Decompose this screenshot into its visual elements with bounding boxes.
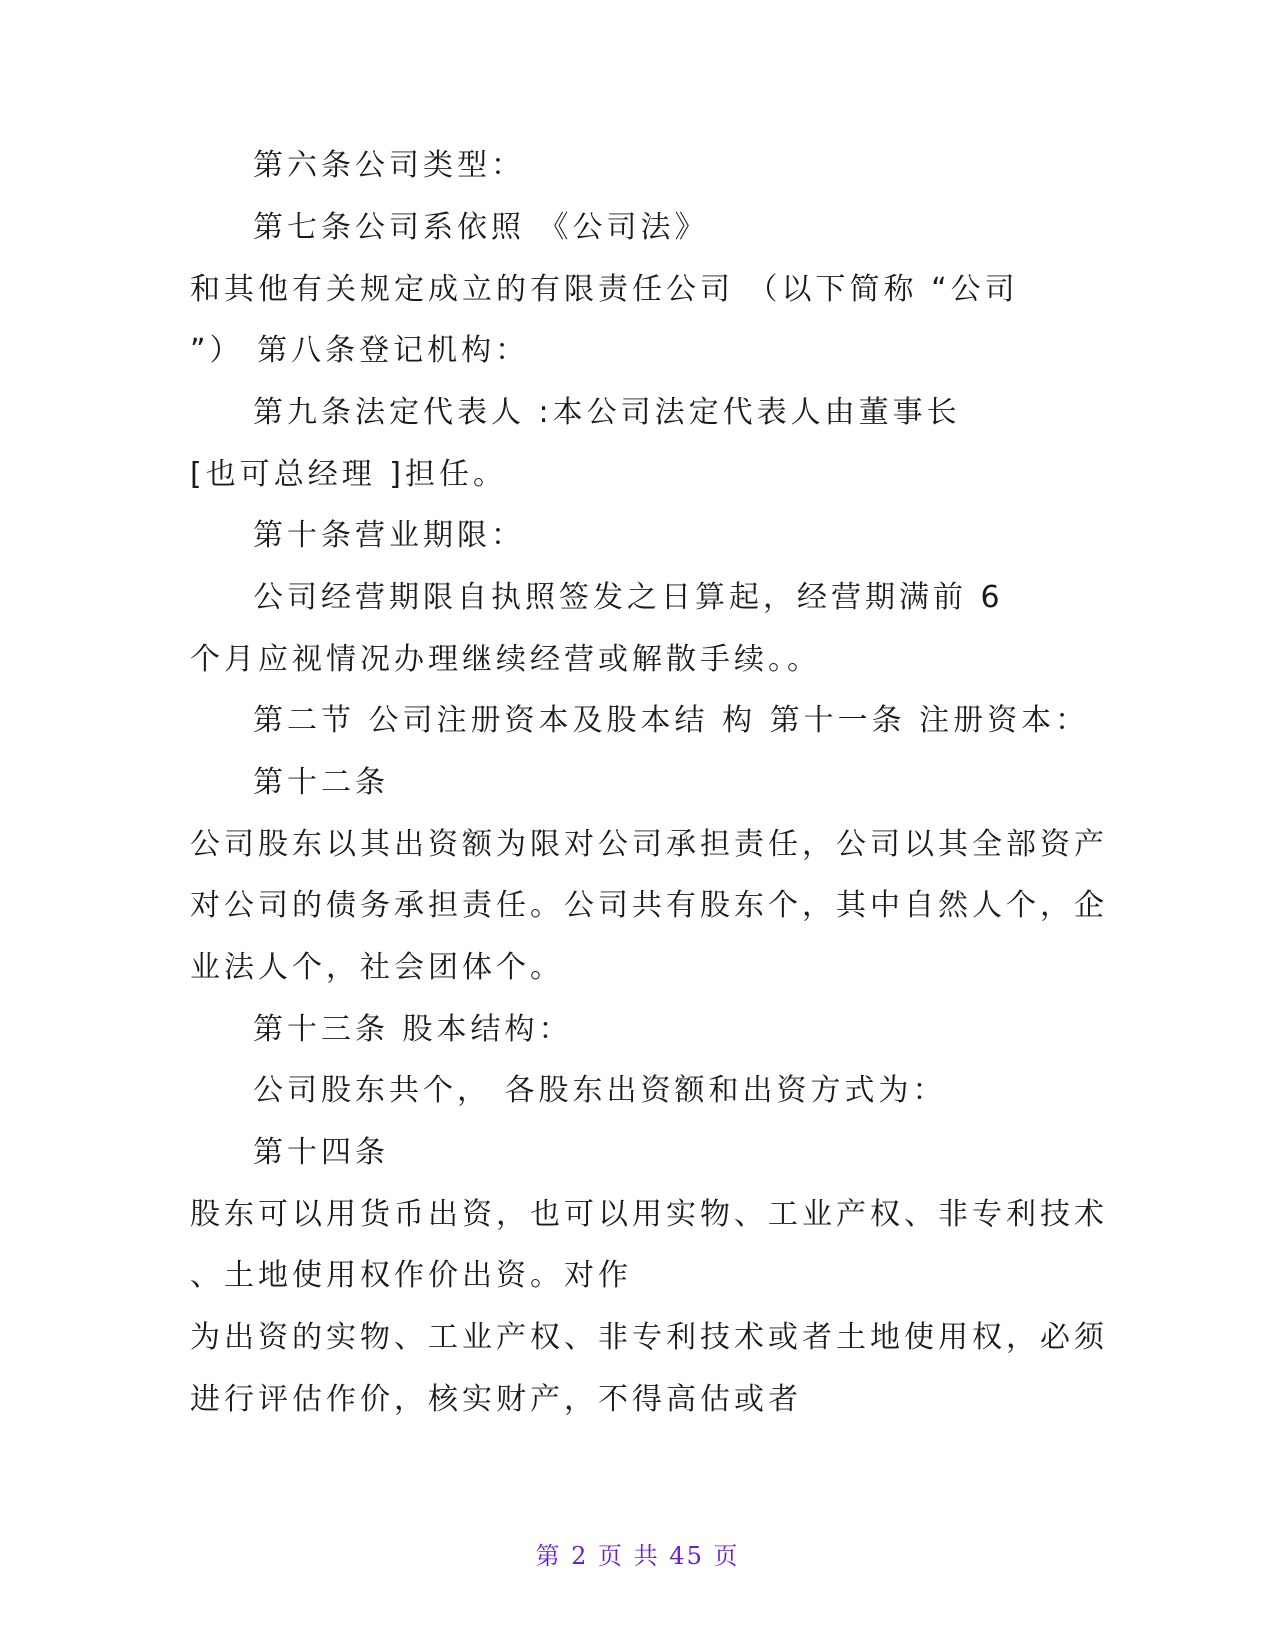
text-line-article-14: 第十四条 bbox=[253, 1135, 389, 1170]
text-line-article-12-end: 业法人个，社会团体个。 bbox=[190, 950, 564, 985]
text-line-article-14-cont2: 为出资的实物、工业产权、非专利技术或者土地使用权，必须 bbox=[190, 1320, 1108, 1355]
text-line-article-10-body: 公司经营期限自执照签发之日算起，经营期满前 6 bbox=[253, 580, 1004, 615]
text-line-article-14-end: 进行评估作价，核实财产，不得高估或者 bbox=[190, 1382, 802, 1417]
text-line-article-6: 第六条公司类型： bbox=[253, 148, 525, 183]
text-line-article-7: 第七条公司系依照 《公司法》 bbox=[253, 210, 709, 245]
text-line-section-2: 第二节 公司注册资本及股本结 构 第十一条 注册资本： bbox=[253, 703, 1090, 738]
text-line-article-10: 第十条营业期限： bbox=[253, 518, 525, 553]
text-line-article-12-cont: 对公司的债务承担责任。公司共有股东个，其中自然人个，企 bbox=[190, 888, 1108, 923]
text-line-article-9-cont: [也可总经理 ]担任。 bbox=[190, 457, 507, 492]
text-line-article-9: 第九条法定代表人 :本公司法定代表人由董事长 bbox=[253, 395, 961, 430]
text-line-article-13-body: 公司股东共个， 各股东出资额和出资方式为： bbox=[253, 1073, 947, 1108]
text-line-article-8: ”） 第八条登记机构： bbox=[190, 333, 530, 368]
text-line-article-10-cont: 个月应视情况办理继续经营或解散手续。。 bbox=[190, 642, 821, 677]
text-line-article-12-body: 公司股东以其出资额为限对公司承担责任，公司以其全部资产 bbox=[190, 827, 1108, 862]
page-number-footer: 第 2 页 共 45 页 bbox=[535, 1542, 740, 1570]
text-line-article-13: 第十三条 股本结构： bbox=[253, 1012, 573, 1047]
text-line-article-7-cont: 和其他有关规定成立的有限责任公司 （以下简称 “公司 bbox=[190, 272, 1019, 307]
text-line-article-14-body: 股东可以用货币出资，也可以用实物、工业产权、非专利技术 bbox=[190, 1197, 1108, 1232]
text-line-article-14-cont: 、土地使用权作价出资。对作 bbox=[190, 1258, 632, 1293]
text-line-article-12: 第十二条 bbox=[253, 765, 389, 800]
